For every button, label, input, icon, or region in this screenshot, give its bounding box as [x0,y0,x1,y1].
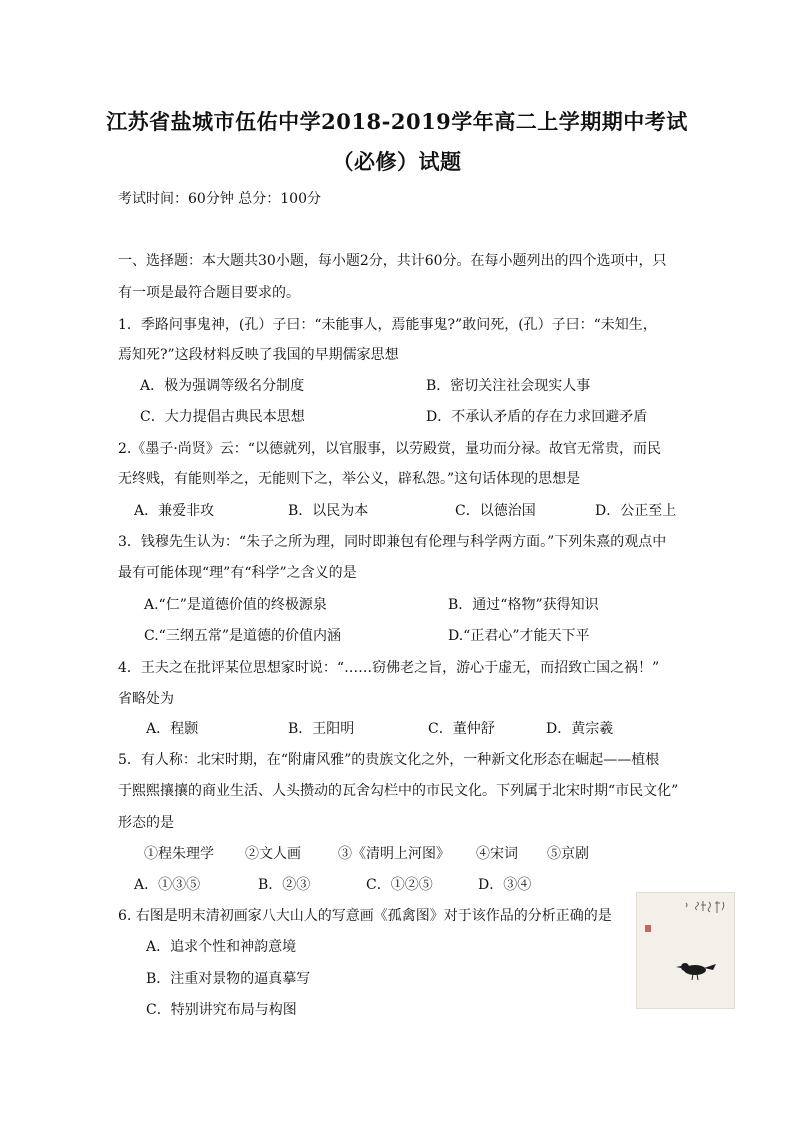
exam-title-line2: （必修）试题 [332,149,462,174]
question-1-option-d: D．不承认矛盾的存在力求回避矛盾 [426,409,648,425]
question-2-option-c: C．以德治国 [455,503,536,519]
question-3-option-a: A.“仁”是道德价值的终极源泉 [144,597,327,613]
question-5-item-3: ③《清明上河图》 [338,846,450,862]
question-4-stem-line2: 省略处为 [118,691,174,707]
question-3-option-c: C.“三纲五常”是道德的价值内涵 [144,628,341,644]
question-5-stem-line2: 于熙熙攘攘的商业生活、人头攒动的瓦舍勾栏中的市民文化。下列属于北宋时期“市民文化” [118,783,679,799]
question-2-stem-line1: 2.《墨子·尚贤》云：“以德就列，以官服事，以劳殿赏，量功而分禄。故官无常贵，而民 [118,441,661,457]
question-3-option-b: B．通过“格物”获得知识 [448,597,599,613]
question-4-option-a: A．程颢 [146,721,199,737]
question-4-stem-line1: 4．王夫之在批评某位思想家时说：“……窃佛老之旨，游心于虚无，而招致亡国之祸！” [118,660,660,676]
exam-info: 考试时间：60分钟 总分：100分 [118,191,321,207]
bird-painting-icon [637,893,734,1008]
question-1-stem-line1: 1．季路问事鬼神，(孔）子曰：“未能事人，焉能事鬼?”敢问死，(孔）子曰：“未知生， [118,317,657,333]
question-4-option-c: C．董仲舒 [428,721,495,737]
question-3-option-d: D.“正君心”才能天下平 [448,628,590,644]
lonely-bird-painting-image [636,892,735,1009]
question-5-option-d: D．③④ [478,877,532,893]
question-1-option-c: C．大力提倡古典民本思想 [140,409,305,425]
question-5-item-5: ⑤京剧 [547,846,589,862]
question-1-option-b: B．密切关注社会现实人事 [426,378,591,394]
question-5-item-4: ④宋词 [476,846,518,862]
question-6-option-b: B．注重对景物的逼真摹写 [146,971,311,987]
question-3-stem-line1: 3．钱穆先生认为：“朱子之所为理，同时即兼包有伦理与科学两方面。”下列朱熹的观点中 [118,534,667,550]
section-instructions-line2: 有一项是最符合题目要求的。 [118,285,300,301]
question-4-option-d: D．黄宗羲 [546,721,614,737]
section-instructions-line1: 一、选择题：本大题共30小题，每小题2分，共计60分。在每小题列出的四个选项中，只 [118,253,667,269]
question-5-item-2: ②文人画 [245,846,301,862]
question-4-option-b: B．王阳明 [288,721,355,737]
question-6-option-c: C．特别讲究布局与构图 [146,1002,297,1018]
question-5-stem-line3: 形态的是 [118,815,174,831]
question-5-option-c: C．①②⑤ [366,877,433,893]
question-1-option-a: A．极为强调等级名分制度 [140,378,305,394]
question-5-option-a: A．①③⑤ [134,877,201,893]
question-2-option-d: D．公正至上 [595,503,677,519]
question-1-stem-line2: 焉知死?”这段材料反映了我国的早期儒家思想 [118,347,399,363]
question-5-stem-line1: 5．有人称：北宋时期，在“附庸风雅”的贵族文化之外，一种新文化形态在崛起——植根 [118,752,660,768]
question-6-option-a: A．追求个性和神韵意境 [146,939,297,955]
question-5-option-b: B．②③ [258,877,311,893]
question-3-stem-line2: 最有可能体现“理”有“科学”之含义的是 [118,565,357,581]
question-2-stem-line2: 无终贱，有能则举之，无能则下之，举公义，辟私怨。”这句话体现的思想是 [118,471,581,487]
question-2-option-a: A．兼爱非攻 [134,503,215,519]
question-2-option-b: B．以民为本 [288,503,369,519]
exam-title-line1: 江苏省盐城市伍佑中学2018-2019学年高二上学期期中考试 [106,109,688,134]
question-5-item-1: ①程朱理学 [144,846,214,862]
question-6-stem: 6. 右图是明末清初画家八大山人的写意画《孤禽图》对于该作品的分析正确的是 [118,908,612,924]
